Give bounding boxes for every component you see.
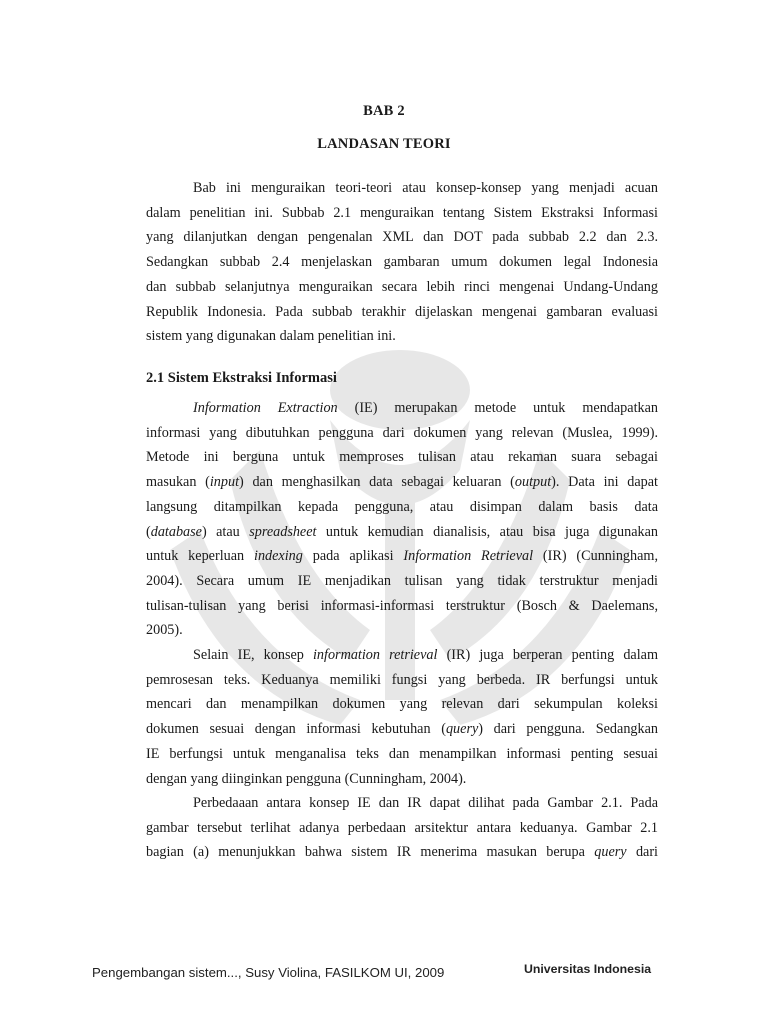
text-line: informasi yang dibutuhkan pengguna dari dokumen yang relevan (Muslea, 1999). bbox=[146, 424, 658, 441]
text-line: Information Extraction (IE) merupakan metode untuk mendapatkan bbox=[193, 400, 658, 416]
intro-line: Sedangkan subbab 2.4 menjelaskan gambaran umum dokumen legal Indonesia bbox=[146, 254, 658, 271]
intro-paragraph bbox=[146, 176, 658, 349]
text-line: 2004). Secara umum IE menjadikan tulisan yang tidak terstruktur menjadi bbox=[146, 572, 658, 589]
intro-line: Bab ini menguraikan teori-teori atau konsep-konsep yang menjadi acuan bbox=[193, 180, 658, 196]
text-line: masukan (input) dan menghasilkan data sebagai keluaran (output). Data ini dapat bbox=[146, 474, 658, 491]
text-line: Perbedaaan antara konsep IE dan IR dapat dilihat pada Gambar 2.1. Pada bbox=[193, 795, 658, 811]
text-line: Selain IE, konsep information retrieval (IR) juga berperan penting dalam bbox=[193, 647, 659, 663]
text-line: Metode ini berguna untuk memproses tulisan atau rekaman suara sebagai bbox=[146, 449, 658, 466]
text-line: dokumen sesuai dengan informasi kebutuhan (query) dari pengguna. Sedangkan bbox=[146, 721, 658, 738]
section-heading: 2.1 Sistem Ekstraksi Informasi bbox=[146, 370, 337, 386]
text-line: langsung ditampilkan kepada pengguna, atau disimpan dalam basis data bbox=[146, 498, 658, 515]
chapter-title: LANDASAN TEORI bbox=[317, 136, 451, 152]
paragraph-comparison bbox=[146, 791, 658, 865]
text-line: pemrosesan teks. Keduanya memiliki fungsi yang berbeda. IR berfungsi untuk bbox=[146, 671, 658, 688]
intro-line: Republik Indonesia. Pada subbab terakhir dijelaskan mengenai gambaran evaluasi bbox=[146, 303, 658, 320]
intro-line: sistem yang digunakan dalam penelitian ini. bbox=[146, 328, 396, 345]
text-line: (database) atau spreadsheet untuk kemudian dianalisis, atau bisa juga digunakan bbox=[146, 523, 658, 540]
text-line: 2005). bbox=[146, 622, 183, 639]
text-line: gambar tersebut terlihat adanya perbedaan arsitektur antara keduanya. Gambar 2.1 bbox=[146, 819, 658, 836]
text-line: tulisan-tulisan yang berisi informasi-informasi terstruktur (Bosch & Daelemans, bbox=[146, 597, 658, 614]
text-line: dengan yang diinginkan pengguna (Cunningham, 2004). bbox=[146, 770, 467, 787]
text-line: untuk keperluan indexing pada aplikasi Information Retrieval (IR) (Cunningham, bbox=[146, 548, 658, 565]
paragraph-ie bbox=[146, 396, 658, 643]
footer-citation: Pengembangan sistem..., Susy Violina, FASILKOM UI, 2009 bbox=[92, 965, 445, 980]
chapter-number: BAB 2 bbox=[363, 103, 405, 119]
intro-line: yang dilanjutkan dengan pengenalan XML dan DOT pada subbab 2.2 dan 2.3. bbox=[146, 229, 658, 246]
footer-university: Universitas Indonesia bbox=[524, 962, 652, 976]
intro-line: dan subbab selanjutnya menguraikan secara lebih rinci mengenai Undang-Undang bbox=[146, 278, 658, 295]
text-line: IE berfungsi untuk menganalisa teks dan menampilkan informasi penting sesuai bbox=[146, 745, 658, 762]
intro-line: dalam penelitian ini. Subbab 2.1 menguraikan tentang Sistem Ekstraksi Informasi bbox=[146, 204, 658, 221]
text-line: mencari dan menampilkan dokumen yang relevan dari sekumpulan koleksi bbox=[146, 696, 658, 713]
text-line: bagian (a) menunjukkan bahwa sistem IR menerima masukan berupa query dari bbox=[146, 844, 658, 861]
paragraph-ir bbox=[146, 643, 658, 791]
